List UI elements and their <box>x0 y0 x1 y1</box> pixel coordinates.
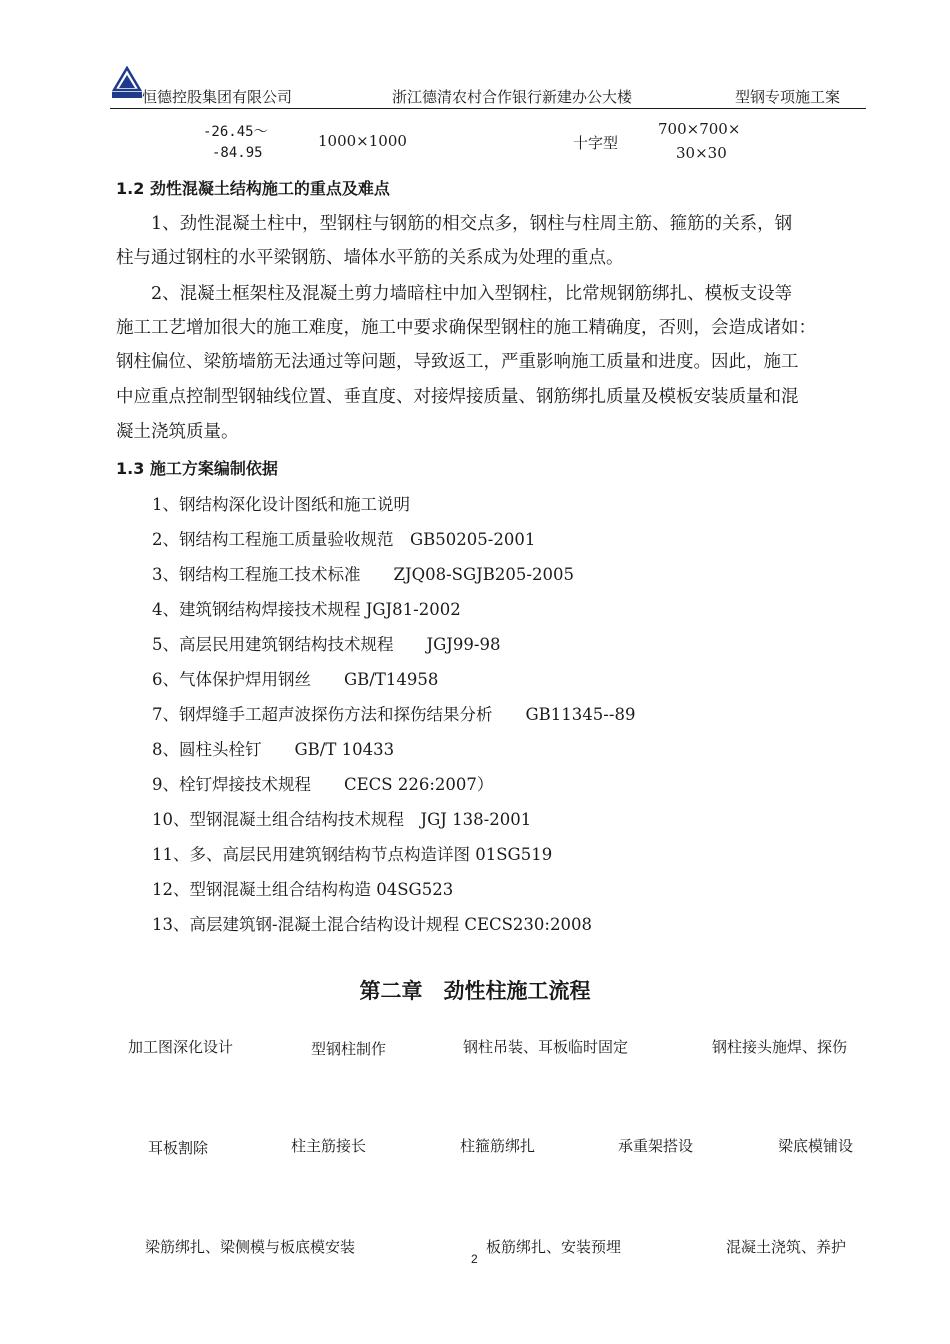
table-elevation-line2: -84.95 <box>212 145 263 161</box>
header-document-type: 型钢专项施工案 <box>735 88 841 106</box>
table-steel-type: 十字型 <box>573 134 619 152</box>
paragraph-line: 钢柱偏位、梁筋墙筋无法通过等问题，导致返工，严重影响施工质量和进度。因此，施工 <box>116 352 799 372</box>
header-rule <box>110 108 866 109</box>
reference-item: 10、型钢混凝土组合结构技术规程 JGJ 138-2001 <box>152 810 532 829</box>
flow-step: 钢柱接头施焊、探伤 <box>712 1038 848 1056</box>
reference-item: 7、钢焊缝手工超声波探伤方法和探伤结果分析 GB11345--89 <box>152 705 636 724</box>
reference-item: 5、高层民用建筑钢结构技术规程 JGJ99-98 <box>152 635 501 654</box>
flow-step: 型钢柱制作 <box>311 1040 387 1058</box>
reference-item: 12、型钢混凝土组合结构构造 04SG523 <box>152 880 454 899</box>
paragraph-line: 柱与通过钢柱的水平梁钢筋、墙体水平筋的关系成为处理的重点。 <box>116 248 624 268</box>
table-section-size: 1000×1000 <box>318 132 407 150</box>
flow-step: 板筋绑扎、安装预埋 <box>486 1238 622 1256</box>
chapter-2-title: 第二章 劲性柱施工流程 <box>359 979 591 1003</box>
reference-item: 8、圆柱头栓钉 GB/T 10433 <box>152 740 395 759</box>
paragraph-line: 中应重点控制型钢轴线位置、垂直度、对接焊接质量、钢筋绑扎质量及模板安装质量和混 <box>116 387 799 407</box>
table-steel-spec-line2: 30×30 <box>676 144 727 162</box>
reference-item: 6、气体保护焊用钢丝 GB/T14958 <box>152 670 439 689</box>
flow-step: 梁筋绑扎、梁侧模与板底模安装 <box>145 1238 356 1256</box>
reference-item: 9、栓钉焊接技术规程 CECS 226:2007） <box>152 775 494 794</box>
reference-item: 11、多、高层民用建筑钢结构节点构造详图 01SG519 <box>152 845 553 864</box>
section-1-3-heading: 1.3 施工方案编制依据 <box>116 459 278 478</box>
table-steel-spec-line1: 700×700× <box>658 120 741 138</box>
reference-item: 1、钢结构深化设计图纸和施工说明 <box>152 495 410 514</box>
flow-step: 梁底模铺设 <box>778 1137 854 1155</box>
reference-item: 2、钢结构工程施工质量验收规范 GB50205-2001 <box>152 530 536 549</box>
paragraph-line: 凝土浇筑质量。 <box>116 422 239 442</box>
flow-step: 承重架搭设 <box>618 1137 694 1155</box>
header-company: 恒德控股集团有限公司 <box>142 88 293 106</box>
table-elevation-line1: -26.45～ <box>203 124 268 140</box>
section-1-2-heading: 1.2 劲性混凝土结构施工的重点及难点 <box>116 179 390 198</box>
page-header <box>110 62 865 106</box>
company-logo-icon <box>110 66 144 100</box>
reference-item: 3、钢结构工程施工技术标准 ZJQ08-SGJB205-2005 <box>152 565 574 584</box>
reference-item: 4、建筑钢结构焊接技术规程 JGJ81-2002 <box>152 600 461 619</box>
flow-step: 混凝土浇筑、养护 <box>726 1238 847 1256</box>
reference-item: 13、高层建筑钢-混凝土混合结构设计规程 CECS230:2008 <box>152 915 592 934</box>
paragraph-line: 施工工艺增加很大的施工难度，施工中要求确保型钢柱的施工精确度，否则，会造成诸如： <box>116 318 816 338</box>
paragraph-line: 2、混凝土框架柱及混凝土剪力墙暗柱中加入型钢柱，比常规钢筋绑扎、模板支设等 <box>116 284 793 304</box>
page-number: 2 <box>471 1252 478 1266</box>
flow-step: 耳板割除 <box>148 1139 209 1157</box>
flow-step: 柱箍筋绑扎 <box>460 1137 536 1155</box>
flow-step: 柱主筋接长 <box>291 1137 367 1155</box>
header-project: 浙江德清农村合作银行新建办公大楼 <box>392 88 633 106</box>
paragraph-line: 1、劲性混凝土柱中，型钢柱与钢筋的相交点多，钢柱与柱周主筋、箍筋的关系，钢 <box>116 214 793 234</box>
flow-step: 加工图深化设计 <box>128 1038 234 1056</box>
flow-step: 钢柱吊装、耳板临时固定 <box>463 1038 629 1056</box>
